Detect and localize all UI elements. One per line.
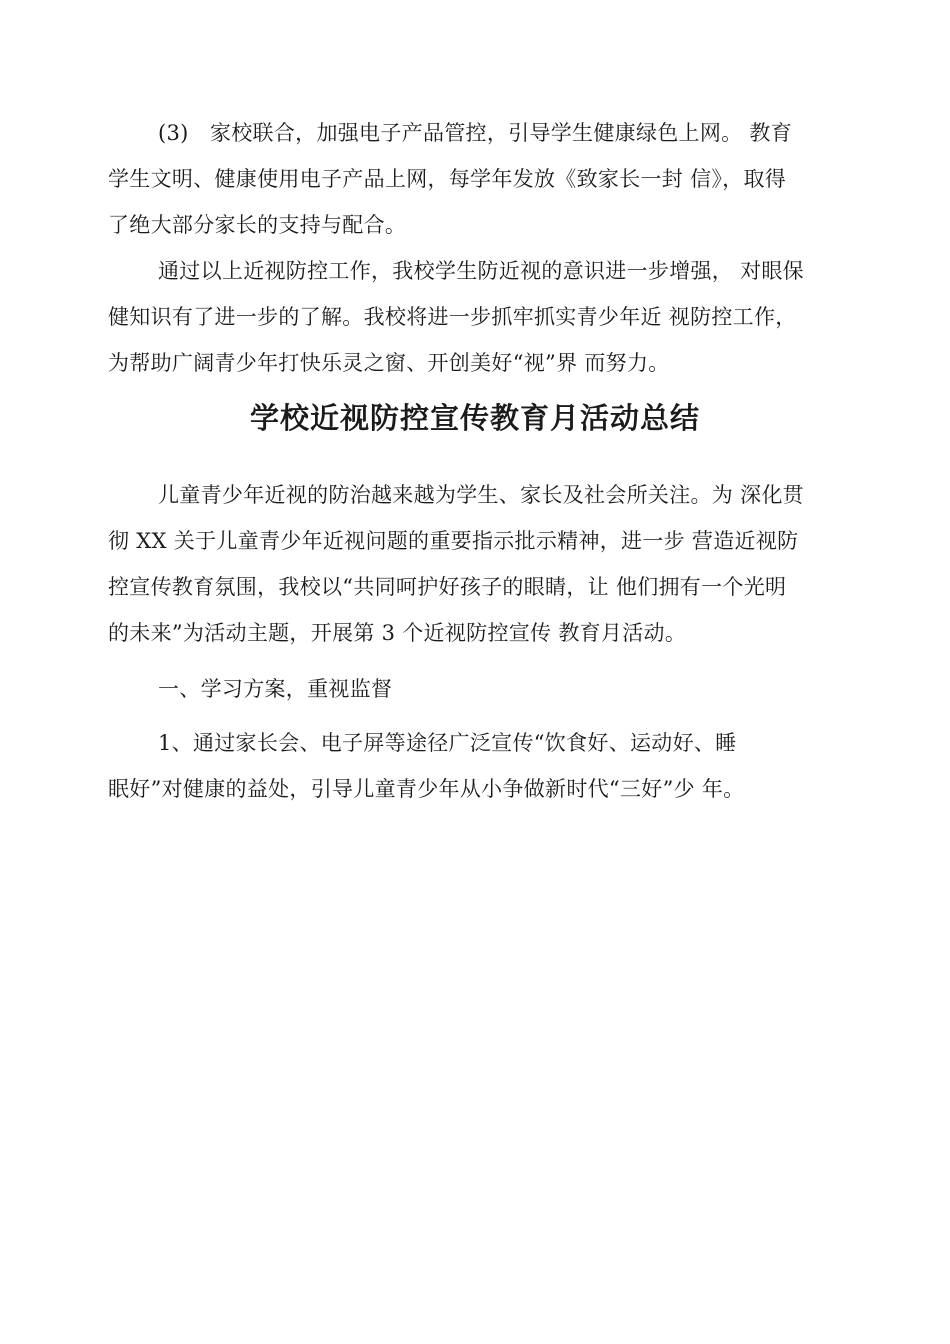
text-line: 眠好”对健康的益处，引导儿童青少年从小争做新时代“三好”少 年。 [108, 777, 745, 801]
text-line: 学生文明、健康使用电子产品上网，每学年发放《致家长一封 信》，取得 [108, 167, 787, 191]
text-line: 控宣传教育氛围，我校以“共同呵护好孩子的眼睛，让 他们拥有一个光明 [108, 575, 787, 599]
paragraph-conclusion [108, 248, 850, 386]
text-line: 健知识有了进一步的了解。我校将进一步抓牢抓实青少年近 视防控工作， [108, 305, 797, 329]
text-line: 为帮助广阔青少年打快乐灵之窗、开创美好“视”界 而努力。 [108, 351, 670, 375]
paragraph-home-school-cooperation [108, 110, 850, 248]
text-line: 1、通过家长会、电子屏等途径广泛宣传“饮食好、运动好、睡 [158, 731, 737, 755]
text-line: 一、学习方案，重视监督 [158, 677, 393, 701]
section-heading [108, 666, 850, 712]
text-line: 彻 XX 关于儿童青少年近视问题的重要指示批示精神，进一步 营造近视防 [108, 529, 799, 553]
text-line: (3) 家校联合，加强电子产品管控，引导学生健康绿色上网。 教育 [158, 121, 793, 145]
paragraph-item-1 [108, 720, 850, 812]
document-title: 学校近视防控宣传教育月活动总结 [249, 401, 700, 435]
text-line: 的未来”为活动主题，开展第 3 个近视防控宣传 教育月活动。 [108, 621, 687, 645]
text-line: 儿童青少年近视的防治越来越为学生、家长及社会所关注。为 深化贯 [158, 483, 804, 507]
text-line: 通过以上近视防控工作，我校学生防近视的意识进一步增强， 对眼保 [158, 259, 804, 283]
text-line: 了绝大部分家长的支持与配合。 [108, 213, 407, 237]
paragraph-introduction [108, 472, 850, 656]
